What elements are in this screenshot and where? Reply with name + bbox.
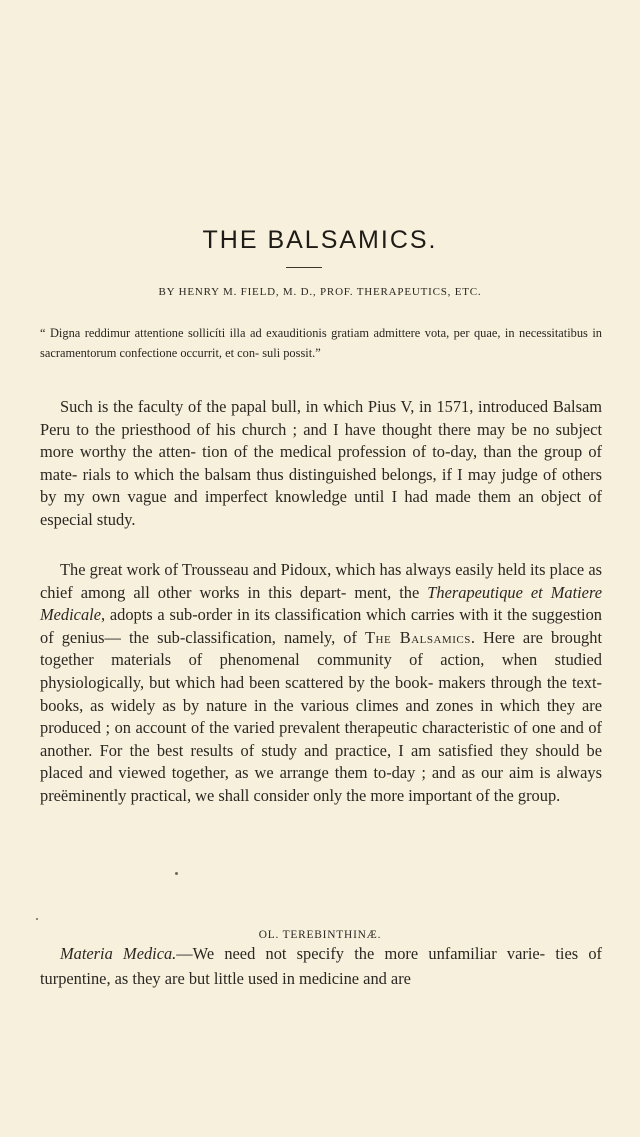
section-lead: Materia Medica. xyxy=(60,944,177,963)
ink-speck xyxy=(175,872,178,875)
title-rule xyxy=(286,267,322,268)
section-heading: OL. TEREBINTHINÆ. xyxy=(258,929,382,941)
paragraph-materia-medica xyxy=(40,941,602,991)
balsamics-smallcaps: The Balsamics xyxy=(365,627,471,647)
paragraph-2-text-end: . Here are brought together materials of phenomenal community of action, when studied physiologically, but which had been scattered by the book- makers through the text-books, as widely as by nature in the various climes and zones in which they are produced ; on account of the varied prevalent therapeutic characteristic of one and of another. For the best results of study and practice, I am satisfied they should be placed and viewed together, as we arrange them to-day ; and as our aim is always preëminently practical, we shall consider only the more important of the group. xyxy=(40,627,602,805)
ink-speck xyxy=(36,918,38,920)
paragraph-2-text-start: The great work of Trousseau and Pidoux, which has always easily held its place as chief among all other works in this depart- ment, the xyxy=(40,560,602,602)
latin-epigraph: “ Digna reddimur attentione sollicíti illa ad exauditionis gratiam admittere vota, per quae, in necessitatibus in sacramentorum confectione occurrit, et con- suli possit.” xyxy=(40,326,602,360)
article-title: THE BALSAMICS. xyxy=(202,226,438,254)
paragraph-papal-bull xyxy=(40,396,602,532)
book-title: Therapeutique et Matiere Medicale xyxy=(40,582,602,625)
paragraph-2-text-mid: , adopts a sub-order in its classification which carries with it the suggestion of genius— the sub-classification, namely, of xyxy=(40,605,602,647)
paragraph-trousseau xyxy=(40,559,602,808)
section-text: —We need not specify the more unfamiliar varie- ties of turpentine, as they are but little used in medicine and are xyxy=(40,944,602,988)
author-byline: BY HENRY M. FIELD, M. D., PROF. THERAPEUTICS, ETC. xyxy=(158,286,482,298)
paragraph-1-text: Such is the faculty of the papal bull, in which Pius V, in 1571, introduced Balsam Peru to the priesthood of his church ; and I have thought there may be no subject more worthy the atten- tion of the medical profession of to-day, than the group of mate- rials to which the balsam thus distinguished belongs, if I may judge of others by my own vague and imperfect knowledge until I had made them an object of especial study. xyxy=(40,397,602,529)
